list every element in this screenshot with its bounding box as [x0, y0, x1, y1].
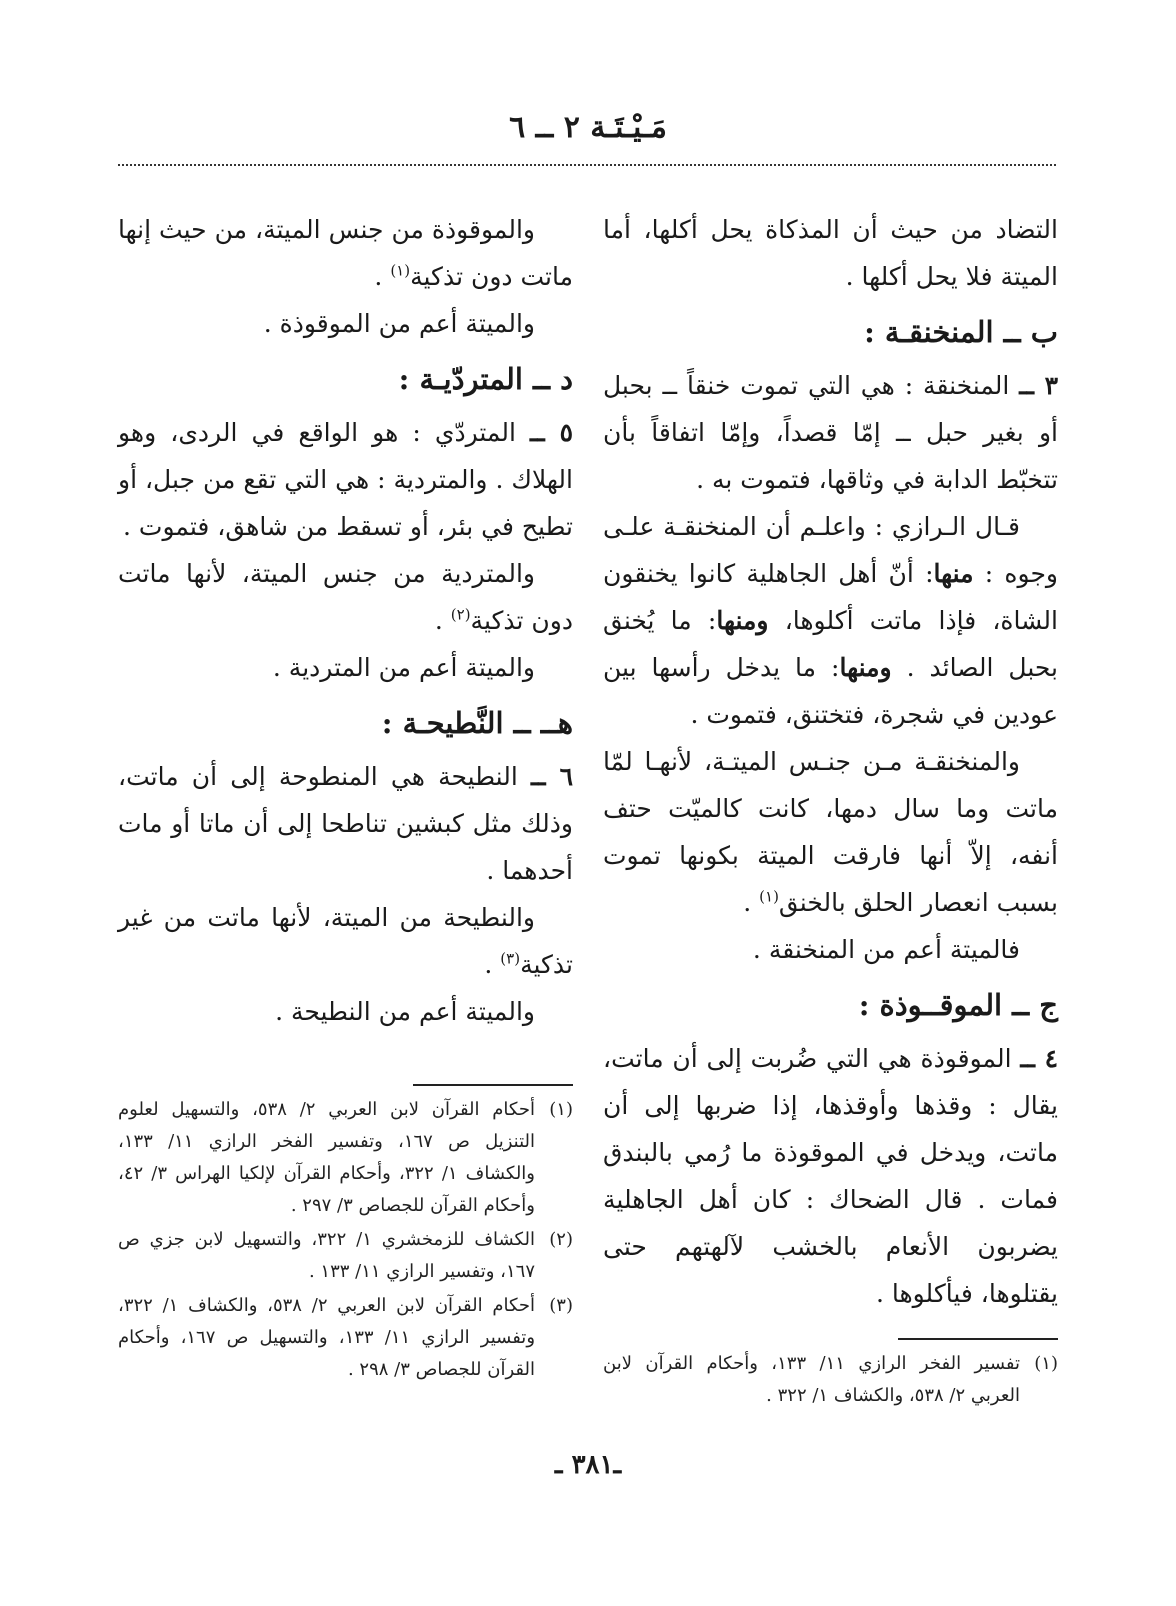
paragraph-text: المنخنقة : هي التي تموت خنقاً ــ بحبل أو بغير حبل ــ إمّا قصداً، وإمّا اتفاقاً بأن تتخبّط الدابة في وثاقها، فتموت به . [603, 371, 1058, 494]
footnote-ref[interactable]: (٢) [450, 605, 471, 624]
section-heading-munkhaniqa: ب ــ المنخنقـة : [864, 315, 1058, 349]
footnote-item [118, 1094, 573, 1222]
footnote-text: تفسير الفخر الرازي ١١/ ١٣٣، وأحكام القرآن لابن العربي ٢/ ٥٣٨، والكشاف ١/ ٣٢٢ . [603, 1353, 1020, 1406]
footnote-number: (٢) [549, 1229, 573, 1250]
paragraph-number: ٦ ــ [530, 762, 573, 791]
sentence-end: . [484, 950, 501, 979]
conclusion-mutaraddiya: والميتة أعم من المتردية . [272, 653, 535, 682]
paragraph-4 [603, 1035, 1058, 1317]
paragraph-3 [603, 362, 1058, 503]
intro-paragraph: التضاد من حيث أن المذكاة يحل أكلها، أما الميتة فلا يحل أكلها . [603, 215, 1058, 291]
paragraph-number: ٥ ــ [530, 418, 573, 447]
footnote-separator [898, 1338, 1058, 1340]
keyword-minha: منها [933, 559, 974, 588]
paragraph-5 [118, 409, 573, 550]
razi-paragraph [603, 503, 1058, 738]
section-heading-natiha: هــ ــ النَّطيحـة : [381, 706, 573, 740]
header-dotted-rule [118, 164, 1056, 166]
footnote-text: أحكام القرآن لابن العربي ٢/ ٥٣٨، والكشاف ١/ ٣٢٢، وتفسير الرازي ١١/ ١٣٣، والتسهيل ص ١٦٧، وأحكام القرآن للجصاص ٣/ ٢٩٨ . [118, 1295, 536, 1380]
razi-text-d: : ما يدخل رأسها بين عودين في شجرة، فتختنق، فتموت . [603, 653, 1058, 729]
sentence-end: . [743, 888, 760, 917]
razi-text-c: : ما يُخنق بحبل الصائد . [603, 606, 1059, 682]
paragraph-text: والموقوذة من جنس الميتة، من حيث إنها ماتت دون تذكية [118, 215, 573, 291]
left-column [118, 206, 573, 1035]
munkhaniqa-paragraph [603, 738, 1058, 926]
footnotes-right [603, 1338, 1058, 1414]
sentence-end: . [434, 606, 451, 635]
paragraph-text: والنطيحة من الميتة، لأنها ماتت من غير تذكية [118, 903, 573, 979]
paragraph-text: والمتردية من جنس الميتة، لأنها ماتت دون تذكية [118, 559, 573, 635]
conclusion-mawquda: والميتة أعم من الموقوذة . [263, 309, 535, 338]
footnote-number: (٣) [549, 1295, 573, 1316]
razi-text-a: قـال الـرازي : واعلـم أن المنخنقـة علـى وجوه : [603, 512, 1058, 588]
right-column [603, 206, 1058, 1317]
footnote-text: الكشاف للزمخشري ١/ ٣٢٢، والتسهيل لابن جزي ص ١٦٧، وتفسير الرازي ١١/ ١٣٣ . [118, 1229, 535, 1282]
natiha-paragraph [118, 894, 573, 988]
section-heading-mutaraddiya: د ــ المتردّيـة : [398, 362, 573, 396]
footnote-ref[interactable]: (٣) [500, 949, 521, 968]
paragraph-text: المتردّي : هو الواقع في الردى، وهو الهلاك . والمتردية : هي التي تقع من جبل، أو تطيح في بئر، أو تسقط من شاهق، فتموت . [118, 418, 573, 541]
paragraph-text: والمنخنقـة مـن جنـس الميتـة، لأنهـا لمّا ماتت وما سال دمها، كانت كالميّت حتف أنفه، إلاّ أنها فارقت الميتة بكونها تموت بسبب انعصار الحلق بالخنق [603, 747, 1058, 917]
footnote-item [118, 1224, 573, 1288]
razi-text-b: : أنّ أهل الجاهلية كانوا يخنقون الشاة، فإذا ماتت أكلوها، [603, 559, 1058, 635]
paragraph-text: النطيحة هي المنطوحة إلى أن ماتت، وذلك مثل كبشين تناطحا إلى أن ماتا أو مات أحدهما . [118, 762, 573, 885]
footnotes-left [118, 1084, 573, 1388]
footnote-ref[interactable]: (١) [390, 261, 411, 280]
paragraph-6 [118, 753, 573, 894]
paragraph-text: الموقوذة هي التي ضُربت إلى أن ماتت، يقال : وقذها وأوقذها، إذا ضربها إلى أن ماتت، ويدخل في الموقوذة ما رُمي بالبندق فمات . قال الضحاك : كان أهل الجاهلية يضربون الأنعام بالخشب لآلهتهم حتى يقتلوها، فيأكلوها . [603, 1044, 1058, 1308]
section-heading-mawquda: ج ــ الموقــوذة : [858, 988, 1058, 1022]
footnote-ref[interactable]: (١) [759, 887, 779, 906]
footnote-number: (١) [1034, 1353, 1058, 1374]
footnote-number: (١) [549, 1099, 573, 1120]
mawquda-paragraph [118, 206, 573, 300]
keyword-wa-minha: ومنها [716, 606, 769, 635]
footnote-separator [413, 1084, 573, 1086]
running-header: مَـيْـتَـة ٢ ــ ٦ [509, 110, 667, 145]
footnote-text: أحكام القرآن لابن العربي ٢/ ٥٣٨، والتسهيل لعلوم التنزيل ص ١٦٧، وتفسير الفخر الرازي ١١/ ١٣٣، والكشاف ١/ ٣٢٢، وأحكام القرآن لإلكيا الهراس ٣/ ٤٢، وأحكام القرآن للجصاص ٣/ ٢٩٧ . [118, 1099, 535, 1216]
conclusion-munkhaniqa: فالميتة أعم من المنخنقة . [752, 935, 1020, 964]
paragraph-number: ٤ ــ [1020, 1044, 1058, 1073]
paragraph-number: ٣ ــ [1019, 371, 1058, 400]
keyword-wa-minha: ومنها [839, 653, 892, 682]
page-number: ـ٣٨١ ـ [554, 1450, 622, 1480]
sentence-end: . [374, 262, 391, 291]
mutaraddiya-paragraph [118, 550, 573, 644]
conclusion-natiha: والميتة أعم من النطيحة . [275, 997, 535, 1026]
footnote-item [603, 1348, 1058, 1412]
footnote-item [118, 1290, 573, 1386]
